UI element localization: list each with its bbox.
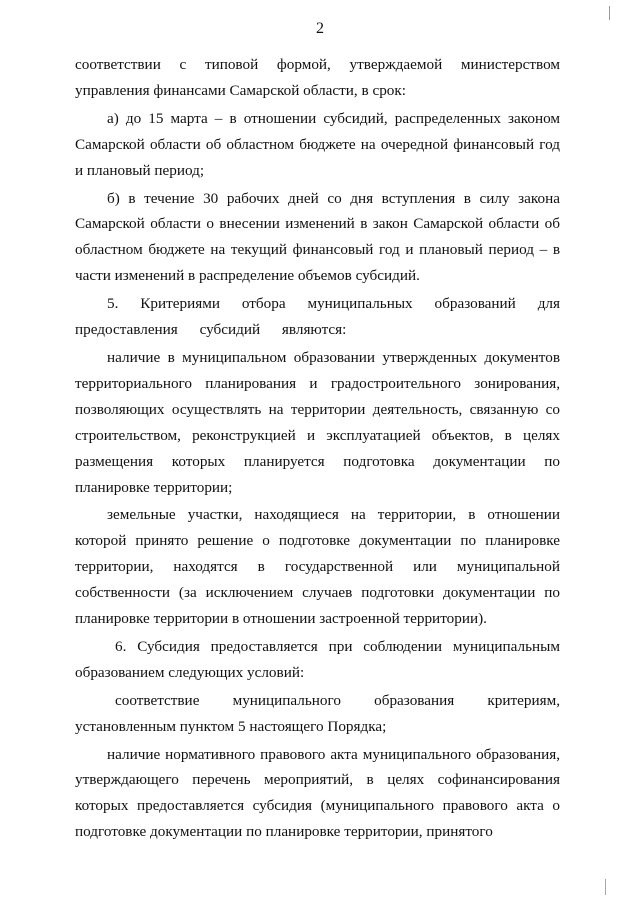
paragraph-condition-2: наличие нормативного правового акта муниципального образования, утверждающего перечень мероприятий, в целях софинансирования которых предоставляется субсидия (муниципального правового акта о подготовке документации по планировке территории, принятого (75, 745, 560, 841)
paragraph-section-5: 5. Критериями отбора муниципальных образований для предоставления субсидий являются: (75, 295, 560, 339)
scan-artifact-mark (605, 879, 606, 895)
paragraph-section-6: 6. Субсидия предоставляется при соблюдении муниципальным образованием следующих условий: (75, 637, 560, 681)
scan-artifact-mark (609, 6, 610, 20)
paragraph-item-b: б) в течение 30 рабочих дней со дня вступления в силу закона Самарской области о внесении изменений в закон Самарской области об областном бюджете на текущий финансовый год и плановый период – в части изменений в распределение объемов субсидий. (75, 189, 560, 285)
page-number: 2 (316, 20, 324, 37)
paragraph-item-a: а) до 15 марта – в отношении субсидий, распределенных законом Самарской области об областном бюджете на очередной финансовый год и плановый период; (75, 109, 560, 179)
document-body (75, 52, 560, 845)
paragraph-criterion-1: наличие в муниципальном образовании утвержденных документов территориального планирования и градостроительного зонирования, позволяющих осуществлять на территории деятельность, связанную со строительством, реконструкцией и эксплуатацией объектов, в целях размещения которых планируется подготовка документации по планировке территории; (75, 348, 560, 496)
paragraph-intro-continuation: соответствии с типовой формой, утверждаемой министерством управления финансами Самарской области, в срок: (75, 56, 560, 99)
paragraph-condition-1: соответствие муниципального образования критериям, установленным пунктом 5 настоящего Порядка; (75, 691, 560, 735)
paragraph-criterion-2: земельные участки, находящиеся на территории, в отношении которой принято решение о подготовке документации по планировке территории, находятся в государственной или муниципальной собственности (за исключением случаев подготовки документации по планировке территории в отношении застроенной территории). (75, 506, 560, 628)
